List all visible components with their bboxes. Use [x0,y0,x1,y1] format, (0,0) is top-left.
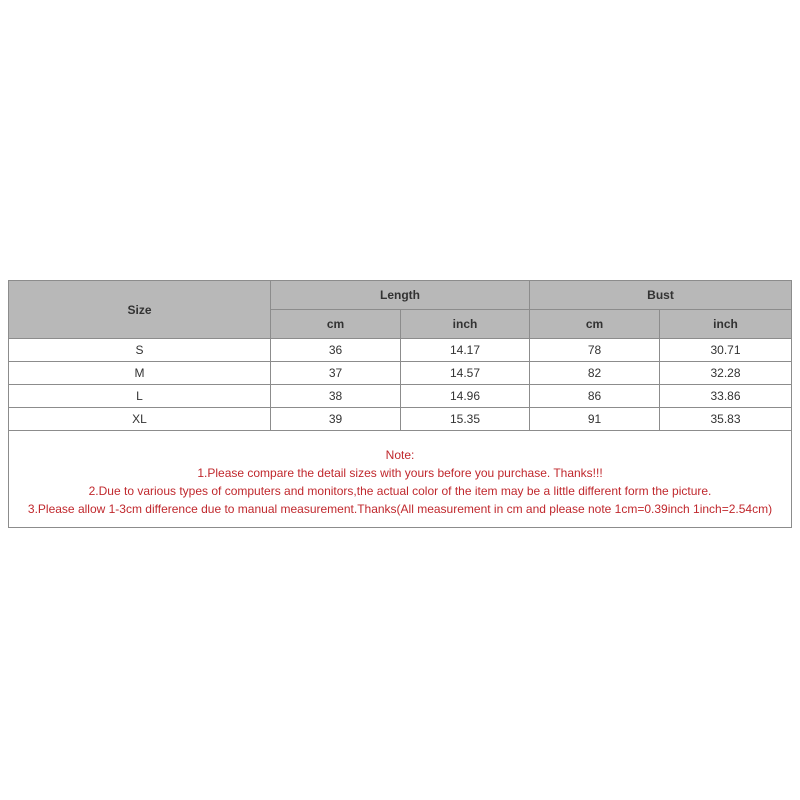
bust-inch-cell: 33.86 [660,385,792,408]
table-row [9,408,792,431]
bust-inch-cell: 32.28 [660,362,792,385]
bust-inch-cell: 30.71 [660,339,792,362]
length-inch-cell: 14.57 [401,362,530,385]
notes-row [9,431,792,528]
length-cm-cell: 37 [271,362,401,385]
length-group-header: Length [271,281,530,310]
bust-cm-cell: 86 [530,385,660,408]
bust-inch-cell: 35.83 [660,408,792,431]
bust-group-header: Bust [530,281,792,310]
size-cell: M [9,362,271,385]
length-cm-cell: 38 [271,385,401,408]
note-line-1: 1.Please compare the detail sizes with yours before you purchase. Thanks!!! [197,466,603,480]
length-inch-cell: 14.17 [401,339,530,362]
size-cell: S [9,339,271,362]
notes-cell [9,431,792,528]
size-column-header: Size [9,281,271,339]
size-cell: L [9,385,271,408]
length-cm-header: cm [271,310,401,339]
length-inch-cell: 15.35 [401,408,530,431]
table-row [9,339,792,362]
size-cell: XL [9,408,271,431]
table-row [9,385,792,408]
bust-inch-header: inch [660,310,792,339]
length-inch-header: inch [401,310,530,339]
bust-cm-header: cm [530,310,660,339]
length-inch-cell: 14.96 [401,385,530,408]
length-cm-cell: 39 [271,408,401,431]
bust-cm-cell: 78 [530,339,660,362]
note-title: Note: [385,448,415,462]
note-line-3: 3.Please allow 1-3cm difference due to manual measurement.Thanks(All measurement in cm and please note 1cm=0.39inch 1inch=2.54cm) [27,502,773,516]
table-row [9,362,792,385]
length-cm-cell: 36 [271,339,401,362]
bust-cm-cell: 91 [530,408,660,431]
note-line-2: 2.Due to various types of computers and monitors,the actual color of the item may be a little different form the picture. [88,484,712,498]
size-chart-table [8,280,792,528]
bust-cm-cell: 82 [530,362,660,385]
